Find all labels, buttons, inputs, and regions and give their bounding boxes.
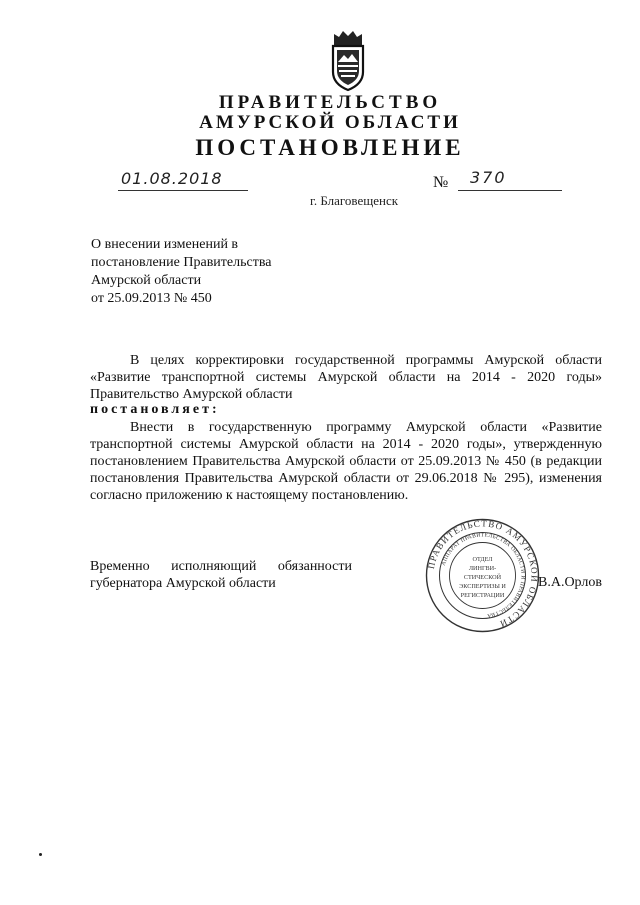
scan-speck xyxy=(39,853,42,856)
stamp-center-line: РЕГИСТРАЦИИ xyxy=(460,592,505,599)
stamp-center-line: ЭКСПЕРТИЗЫ И xyxy=(459,583,506,590)
subject-line: О внесении изменений в xyxy=(91,237,239,252)
document-date: 01.08.2018 xyxy=(121,169,223,188)
position-word: обязанности xyxy=(277,559,352,574)
signatory-position xyxy=(90,558,352,592)
position-word: Временно xyxy=(90,559,150,574)
stamp-center-line: ЛИНГВИ- xyxy=(468,565,497,572)
signatory-name: В.А.Орлов xyxy=(538,575,602,590)
region-heading: АМУРСКОЙ ОБЛАСТИ xyxy=(199,112,461,133)
official-stamp xyxy=(425,518,540,633)
preamble-paragraph: В целях корректировки государственной программы Амурской области «Развитие транспортной системы Амурской области на 2014 - 2020 годы» Правительство Амурской области xyxy=(90,353,602,402)
position-word: исполняющий xyxy=(171,559,257,574)
number-underline xyxy=(458,190,562,191)
subject-line: Амурской области xyxy=(91,273,202,288)
stamp-inner-text: АППАРАТ ПРАВИТЕЛЬСТВА ОБЛАСТИ И ПРАВИТЕЛЬСТВА xyxy=(440,532,526,619)
coat-of-arms-icon xyxy=(325,28,371,92)
decree-word: постановляет: xyxy=(90,402,220,417)
document-subject xyxy=(91,236,351,308)
stamp-center-line: ОТДЕЛ xyxy=(472,556,493,563)
stamp-outer-text: ПРАВИТЕЛЬСТВО АМУРСКОЙ ОБЛАСТИ xyxy=(425,518,540,630)
subject-line: постановление Правительства xyxy=(91,255,272,270)
number-sign: № xyxy=(433,174,449,191)
decision-paragraph: Внести в государственную программу Амурской области «Развитие транспортной системы Амурской области на 2014 - 2020 годы», утвержденную постановлением Правительства Амурской области от 25.09.2013 № 450 (в редакции постановления Правительства Амурской области от 29.06.2018 № 295), изменения согласно приложению к настоящему постановлению. xyxy=(90,420,602,503)
document-number: 370 xyxy=(470,168,507,187)
position-line: губернатора Амурской области xyxy=(90,576,276,591)
subject-line: от 25.09.2013 № 450 xyxy=(91,291,212,306)
document-type-title: ПОСТАНОВЛЕНИЕ xyxy=(195,135,465,160)
government-heading: ПРАВИТЕЛЬСТВО xyxy=(218,92,442,113)
stamp-center-line: СТИЧЕСКОЙ xyxy=(463,574,502,581)
date-underline xyxy=(118,190,248,191)
city-label: г. Благовещенск xyxy=(310,193,399,208)
